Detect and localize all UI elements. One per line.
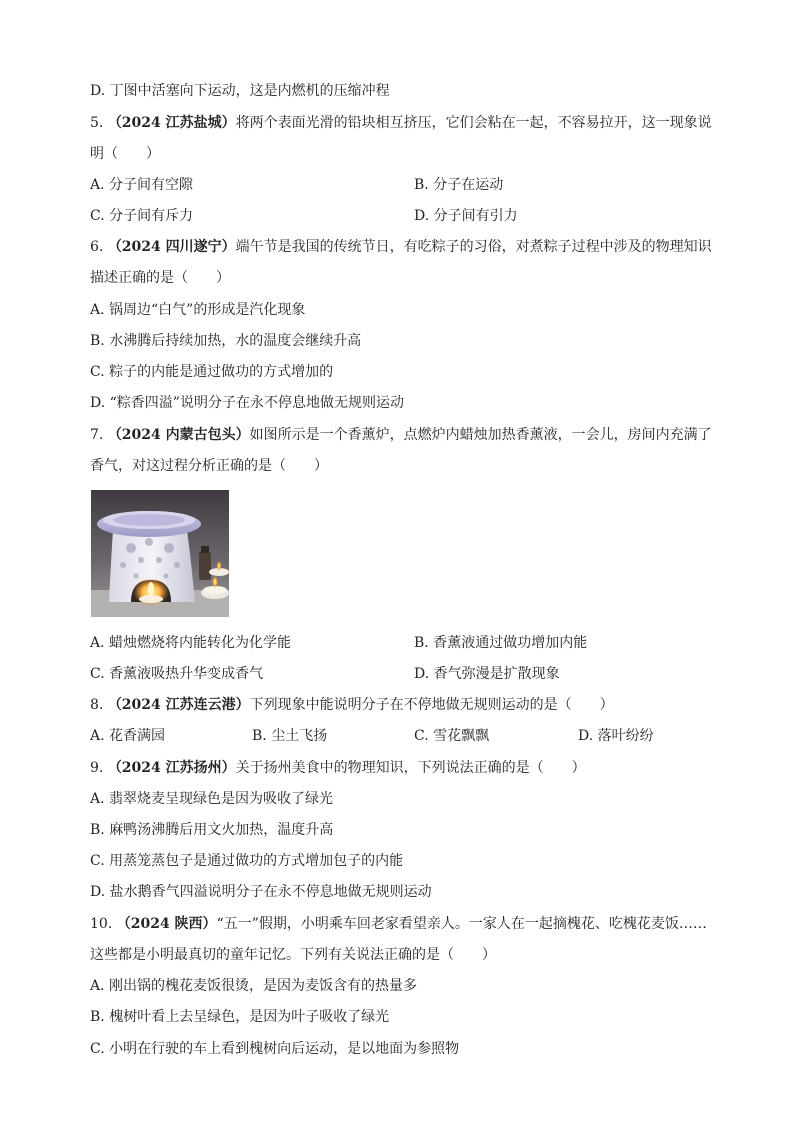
- q6-option-b: B. 水沸腾后持续加热，水的温度会继续升高: [90, 333, 362, 349]
- q5-stem-line1: 将两个表面光滑的铅块相互挤压，它们会粘在一起，不容易拉开，这一现象说: [235, 115, 712, 131]
- q8-stem-line1: 下列现象中能说明分子在不停地做无规则运动的是（ ）: [249, 697, 614, 713]
- q7-number: 7.: [90, 427, 104, 443]
- q9-option-c: C. 用蒸笼蒸包子是通过做功的方式增加包子的内能: [90, 853, 404, 869]
- q5-stem: [90, 113, 712, 133]
- q9-option-d: D. 盐水鹅香气四溢说明分子在永不停息地做无规则运动: [90, 884, 432, 900]
- q10-option-b: B. 槐树叶看上去呈绿色，是因为叶子吸收了绿光: [90, 1009, 390, 1025]
- q6-stem: [90, 237, 712, 257]
- q10-stem: [90, 914, 707, 934]
- q8-option-b: B. 尘土飞扬: [252, 728, 328, 744]
- q10-option-c: C. 小明在行驶的车上看到槐树向后运动，是以地面为参照物: [90, 1041, 460, 1057]
- q6-option-a: A. 锅周边“白气”的形成是汽化现象: [90, 302, 306, 318]
- q6-option-c: C. 粽子的内能是通过做功的方式增加的: [90, 364, 334, 380]
- q5-stem-line2: 明（ ）: [90, 146, 160, 162]
- q5-option-a: A. 分子间有空隙: [90, 177, 194, 193]
- q9-option-b: B. 麻鸭汤沸腾后用文火加热，温度升高: [90, 822, 334, 838]
- q7-source: （2024 内蒙古包头）: [107, 427, 250, 443]
- q10-stem-line1: “五一”假期，小明乘车回老家看望亲人。一家人在一起摘槐花、吃槐花麦饭……: [216, 916, 707, 932]
- q9-source: （2024 江苏扬州）: [107, 760, 236, 776]
- q9-number: 9.: [90, 760, 104, 776]
- q8-option-a: A. 花香满园: [90, 728, 166, 744]
- aroma-burner-photo: [91, 490, 229, 617]
- q9-stem: [90, 758, 586, 778]
- q5-number: 5.: [90, 115, 104, 131]
- q8-source: （2024 江苏连云港）: [107, 697, 250, 713]
- q6-source: （2024 四川遂宁）: [107, 239, 236, 255]
- q10-number: 10.: [90, 916, 113, 932]
- q8-option-d: D. 落叶纷纷: [578, 728, 654, 744]
- q8-number: 8.: [90, 697, 104, 713]
- q6-option-d: D. “粽香四溢”说明分子在永不停息地做无规则运动: [90, 395, 404, 411]
- q5-option-b: B. 分子在运动: [414, 177, 504, 193]
- q5-option-c: C. 分子间有斥力: [90, 208, 194, 224]
- q9-stem-line1: 关于扬州美食中的物理知识，下列说法正确的是（ ）: [235, 760, 586, 776]
- q7-stem: [90, 425, 712, 445]
- q6-stem-line2: 描述正确的是（ ）: [90, 270, 230, 286]
- q10-source: （2024 陕西）: [116, 916, 217, 932]
- q10-stem-line2: 这些都是小明最真切的童年记忆。下列有关说法正确的是（ ）: [90, 947, 496, 963]
- q6-number: 6.: [90, 239, 104, 255]
- q7-option-b: B. 香薰液通过做功增加内能: [414, 635, 588, 651]
- q7-option-c: C. 香薰液吸热升华变成香气: [90, 666, 264, 682]
- q8-option-c: C. 雪花飘飘: [414, 728, 490, 744]
- q8-stem: [90, 695, 614, 715]
- q7-option-d: D. 香气弥漫是扩散现象: [414, 666, 560, 682]
- q5-source: （2024 江苏盐城）: [107, 115, 236, 131]
- q9-option-a: A. 翡翠烧麦呈现绿色是因为吸收了绿光: [90, 791, 334, 807]
- q5-option-d: D. 分子间有引力: [414, 208, 518, 224]
- q4-option-d: D. 丁图中活塞向下运动，这是内燃机的压缩冲程: [90, 83, 390, 99]
- q6-stem-line1: 端午节是我国的传统节日，有吃粽子的习俗，对煮粽子过程中涉及的物理知识: [235, 239, 712, 255]
- q7-option-a: A. 蜡烛燃烧将内能转化为化学能: [90, 635, 292, 651]
- q10-option-a: A. 刚出锅的槐花麦饭很烫，是因为麦饭含有的热量多: [90, 978, 418, 994]
- q7-stem-line1: 如图所示是一个香薰炉，点燃炉内蜡烛加热香薰液，一会儿，房间内充满了: [249, 427, 712, 443]
- q7-stem-line2: 香气，对这过程分析正确的是（ ）: [90, 458, 328, 474]
